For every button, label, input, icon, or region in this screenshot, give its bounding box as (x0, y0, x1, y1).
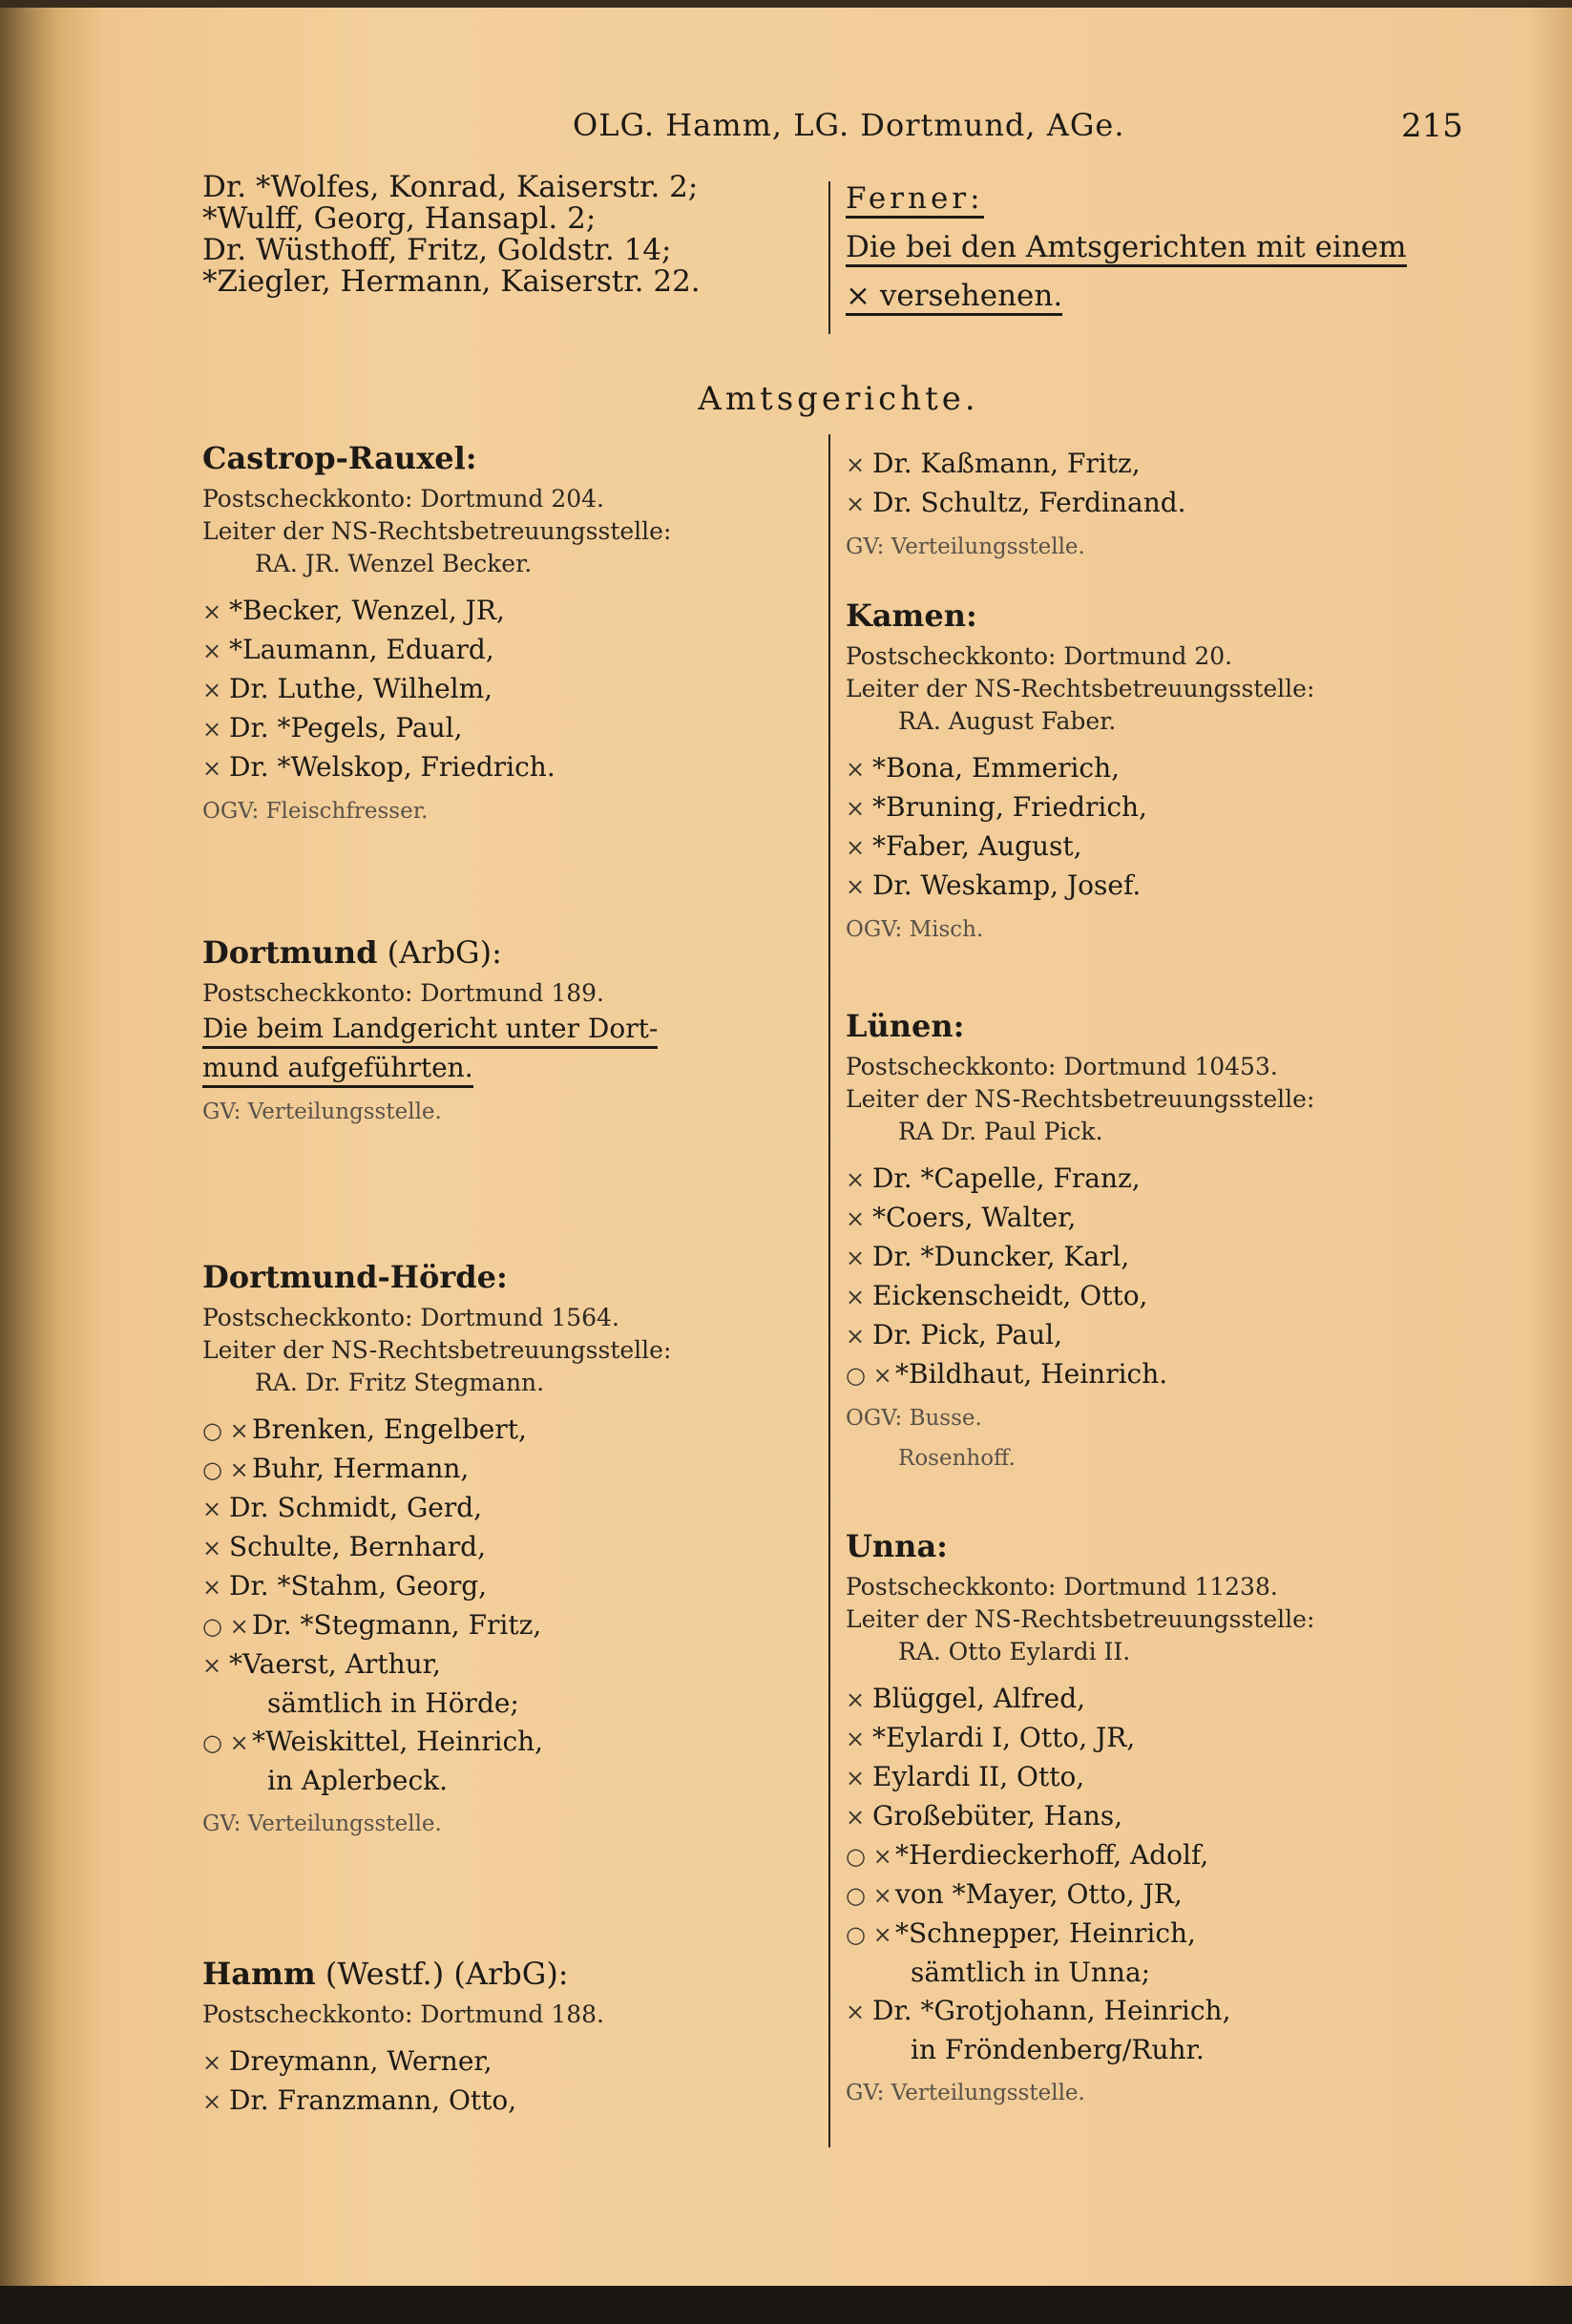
line-text: Eickenscheidt, Otto, (872, 1280, 1148, 1311)
info-line (202, 548, 671, 580)
attorney-entry (846, 749, 1314, 788)
line-text: Postscheckkonto: Dortmund 188. (202, 2000, 604, 2028)
attorney-entry (846, 1160, 1314, 1199)
status-marker: ○ × (202, 1729, 249, 1756)
line-text: Die beim Landgericht unter Dort- (202, 1012, 658, 1049)
attorney-entry (846, 1875, 1314, 1915)
attorney-entry (846, 1355, 1314, 1394)
line-text: Dr. *Grotjohann, Heinrich, (872, 1995, 1231, 2026)
line-text: Dr. *Duncker, Karl, (872, 1241, 1130, 1272)
attorney-entry (202, 1567, 671, 1606)
line-text: *Bruning, Friedrich, (872, 791, 1147, 823)
entry: Dr. *Wolfes, Konrad, Kaiserstr. 2; (202, 170, 699, 204)
spacer (846, 1668, 1314, 1680)
line-text: Postscheckkonto: Dortmund 10453. (846, 1053, 1278, 1080)
status-marker: × (846, 1726, 866, 1752)
status-marker: × (202, 2049, 222, 2076)
line-text: Dr. Kaßmann, Fritz, (872, 448, 1141, 479)
line-text: Brenken, Engelbert, (252, 1413, 527, 1445)
ferner-label: Ferner: (846, 181, 984, 219)
line-text: Leiter der NS-Rechtsbetreuungsstelle: (846, 1085, 1315, 1113)
attorney-entry (202, 1450, 671, 1489)
line-text: RA Dr. Paul Pick. (898, 1118, 1103, 1145)
status-marker: × (846, 1323, 866, 1350)
status-marker: × (846, 756, 866, 783)
line-text: RA. August Faber. (898, 707, 1117, 735)
attorney-entry (846, 827, 1314, 867)
court-heading (846, 1007, 1314, 1045)
line-text: Schulte, Bernhard, (229, 1531, 487, 1562)
line-text: *Schnepper, Heinrich, (895, 1917, 1196, 1949)
court-section (846, 1007, 1314, 1475)
info-line (846, 1571, 1314, 1603)
status-marker: × (202, 2088, 222, 2115)
status-marker: × (846, 1804, 866, 1831)
page-number: 215 (1401, 107, 1463, 145)
status-marker: ○ × (202, 1456, 249, 1483)
info-line (202, 1999, 604, 2031)
status-marker: × (202, 598, 222, 625)
court-name: Kamen: (846, 597, 977, 634)
status-marker: × (846, 1686, 866, 1713)
line-text: Postscheckkonto: Dortmund 11238. (846, 1573, 1278, 1601)
attorney-entry (202, 1411, 671, 1450)
ferner-box (846, 175, 1407, 321)
status-marker: × (846, 1284, 866, 1310)
status-marker: × (846, 451, 866, 478)
info-line (202, 1367, 671, 1399)
attorney-entry (202, 2082, 604, 2121)
spacer (202, 2031, 604, 2042)
info-line (846, 1051, 1314, 1083)
status-marker: × (202, 638, 222, 664)
info-line (846, 1603, 1314, 1636)
line-text: Postscheckkonto: Dortmund 1564. (202, 1304, 619, 1331)
line-text: *Herdieckerhoff, Adolf, (895, 1839, 1209, 1871)
attorney-entry (202, 2042, 604, 2082)
attorney-entry (846, 867, 1314, 906)
attorney-entry (846, 1954, 1314, 1992)
line-text: Leiter der NS-Rechtsbetreuungsstelle: (846, 675, 1315, 702)
ferner-line-2: × versehenen. (846, 279, 1062, 316)
line-text: Dr. *Capelle, Franz, (872, 1162, 1141, 1194)
status-marker: × (846, 1999, 866, 2025)
line-text: *Eylardi I, Otto, JR, (872, 1722, 1136, 1753)
info-line (846, 1116, 1314, 1148)
info-line (846, 1636, 1314, 1668)
attorney-entry (846, 1238, 1314, 1277)
status-marker: × (202, 1652, 222, 1679)
line-text: OGV: Misch. (846, 917, 984, 942)
attorney-entry (202, 1645, 671, 1685)
info-line (202, 1334, 671, 1367)
line-text: Rosenhoff. (898, 1446, 1016, 1471)
info-line (846, 1083, 1314, 1116)
attorney-entry (202, 709, 671, 748)
status-marker: × (846, 873, 866, 900)
line-text: RA. JR. Wenzel Becker. (255, 550, 533, 577)
spacer (846, 1148, 1314, 1160)
line-text: *Becker, Wenzel, JR, (229, 595, 505, 626)
line-text: GV: Verteilungsstelle. (202, 1811, 442, 1836)
attorney-entry (202, 748, 671, 787)
note-line (202, 1096, 658, 1128)
line-text: GV: Verteilungsstelle. (202, 1099, 442, 1124)
line-text: Dr. Schultz, Ferdinand. (872, 487, 1186, 518)
line-text: Dr. Pick, Paul, (872, 1319, 1062, 1350)
status-marker: × (846, 491, 866, 517)
line-text: *Weiskittel, Heinrich, (252, 1726, 544, 1757)
attorney-entry (846, 1797, 1314, 1836)
spacer (202, 1399, 671, 1411)
line-text: RA. Dr. Fritz Stegmann. (255, 1369, 545, 1396)
attorney-entry (202, 670, 671, 709)
top-left-entries (202, 172, 701, 298)
line-text: Dr. Weskamp, Josef. (872, 869, 1142, 901)
court-suffix: (ArbG): (377, 934, 502, 971)
court-section (202, 1955, 604, 2121)
attorney-entry (846, 1758, 1314, 1797)
status-marker: ○ × (846, 1882, 892, 1909)
line-text: sämtlich in Unna; (911, 1957, 1151, 1988)
attorney-entry (202, 592, 671, 631)
attorney-entry (846, 484, 1186, 523)
line-text: GV: Verteilungsstelle. (846, 534, 1085, 559)
line-text: Dr. *Welskop, Friedrich. (229, 751, 555, 783)
attorney-entry (202, 1010, 658, 1049)
court-name: Dortmund (202, 934, 378, 971)
line-text: *Faber, August, (872, 830, 1082, 862)
status-marker: ○ × (846, 1843, 892, 1870)
attorney-entry (846, 1915, 1314, 1954)
attorney-entry (846, 1836, 1314, 1875)
court-section (846, 445, 1186, 563)
info-line (846, 705, 1314, 738)
status-marker: ○ × (202, 1417, 249, 1444)
attorney-entry (202, 1685, 671, 1723)
entry: *Wulff, Georg, Hansapl. 2; (202, 201, 597, 236)
attorney-entry (202, 1606, 671, 1645)
status-marker: × (846, 1765, 866, 1791)
status-marker: × (202, 1496, 222, 1522)
info-line (202, 977, 658, 1010)
court-heading (202, 439, 671, 477)
entry: Dr. Wüsthoff, Fritz, Goldstr. 14; (202, 233, 672, 267)
note-line (202, 795, 671, 827)
info-line (846, 673, 1314, 705)
status-marker: × (202, 677, 222, 703)
status-marker: × (846, 834, 866, 861)
status-marker: × (846, 1166, 866, 1193)
line-text: mund aufgeführten. (202, 1051, 473, 1088)
attorney-entry (202, 631, 671, 670)
attorney-entry (846, 1316, 1314, 1355)
line-text: Dr. Schmidt, Gerd, (229, 1492, 483, 1523)
line-text: RA. Otto Eylardi II. (898, 1638, 1131, 1665)
court-name: Lünen: (846, 1008, 965, 1044)
line-text: Buhr, Hermann, (252, 1453, 470, 1484)
line-text: OGV: Fleischfresser. (202, 799, 429, 824)
attorney-entry (846, 1277, 1314, 1316)
court-heading (202, 1258, 671, 1296)
attorney-entry (202, 1723, 671, 1762)
note-line (202, 1808, 671, 1840)
info-line (202, 483, 671, 515)
line-text: Dreymann, Werner, (229, 2045, 493, 2077)
line-text: Leiter der NS-Rechtsbetreuungsstelle: (846, 1605, 1315, 1633)
line-text: *Bildhaut, Heinrich. (895, 1358, 1168, 1390)
court-name: Dortmund-Hörde: (202, 1259, 508, 1295)
attorney-entry (202, 1762, 671, 1800)
attorney-entry (846, 788, 1314, 827)
line-text: Dr. Luthe, Wilhelm, (229, 673, 493, 704)
status-marker: × (846, 1245, 866, 1271)
line-text: Postscheckkonto: Dortmund 20. (846, 642, 1233, 670)
line-text: *Laumann, Eduard, (229, 634, 494, 665)
note-line (846, 1442, 1314, 1475)
line-text: von *Mayer, Otto, JR, (895, 1878, 1183, 1910)
spacer (202, 580, 671, 592)
court-heading (846, 597, 1314, 635)
line-text: OGV: Busse. (846, 1406, 982, 1431)
attorney-entry (846, 2031, 1314, 2069)
note-line (846, 1402, 1314, 1434)
court-name: Unna: (846, 1528, 948, 1564)
line-text: *Vaerst, Arthur, (229, 1648, 441, 1680)
line-text: Dr. Franzmann, Otto, (229, 2084, 517, 2116)
page-bottom-edge (0, 2286, 1572, 2324)
note-line (846, 2077, 1314, 2109)
column-divider (828, 434, 830, 2147)
line-text: *Bona, Emmerich, (872, 752, 1121, 784)
attorney-entry (202, 1049, 658, 1088)
ferner-line-1: Die bei den Amtsgerichten mit einem (846, 230, 1407, 267)
status-marker: ○ × (202, 1613, 249, 1640)
info-line (202, 515, 671, 548)
note-line (846, 531, 1186, 563)
status-marker: ○ × (846, 1362, 892, 1389)
status-marker: ○ × (846, 1921, 892, 1948)
section-title: Amtsgerichte. (698, 380, 979, 418)
info-line (202, 1302, 671, 1334)
status-marker: × (202, 1574, 222, 1601)
line-text: Blüggel, Alfred, (872, 1683, 1086, 1714)
entry: *Ziegler, Hermann, Kaiserstr. 22. (202, 264, 701, 299)
line-text: sämtlich in Hörde; (267, 1687, 519, 1719)
line-text: Großebüter, Hans, (872, 1800, 1123, 1832)
line-text: Postscheckkonto: Dortmund 189. (202, 979, 604, 1007)
note-line (846, 913, 1314, 946)
line-text: GV: Verteilungsstelle. (846, 2081, 1085, 2105)
column-divider-top (828, 181, 830, 334)
status-marker: × (846, 1205, 866, 1232)
status-marker: × (202, 716, 222, 743)
line-text: *Coers, Walter, (872, 1202, 1077, 1233)
court-heading (202, 933, 658, 972)
attorney-entry (202, 1489, 671, 1528)
attorney-entry (846, 1992, 1314, 2031)
line-text: Dr. *Stegmann, Fritz, (252, 1609, 542, 1641)
court-section (202, 1258, 671, 1840)
attorney-entry (202, 1528, 671, 1567)
court-section (846, 597, 1314, 946)
court-section (202, 933, 658, 1128)
line-text: Postscheckkonto: Dortmund 204. (202, 485, 604, 513)
court-name: Castrop-Rauxel: (202, 440, 477, 476)
line-text: Dr. *Pegels, Paul, (229, 712, 463, 743)
status-marker: × (202, 755, 222, 782)
court-section (846, 1527, 1314, 2109)
running-header: OLG. Hamm, LG. Dortmund, AGe. (573, 107, 1125, 143)
line-text: Leiter der NS-Rechtsbetreuungsstelle: (202, 1336, 672, 1364)
court-heading (846, 1527, 1314, 1565)
line-text: Leiter der NS-Rechtsbetreuungsstelle: (202, 517, 672, 545)
spacer (846, 738, 1314, 749)
court-heading (202, 1955, 604, 1993)
attorney-entry (846, 1199, 1314, 1238)
attorney-entry (846, 445, 1186, 484)
status-marker: × (846, 795, 866, 822)
status-marker: × (202, 1535, 222, 1561)
court-section (202, 439, 671, 827)
court-name: Hamm (202, 1956, 316, 1992)
line-text: Dr. *Stahm, Georg, (229, 1570, 488, 1602)
line-text: Eylardi II, Otto, (872, 1761, 1085, 1792)
attorney-entry (846, 1680, 1314, 1719)
line-text: in Aplerbeck. (267, 1765, 448, 1796)
court-suffix: (Westf.) (ArbG): (315, 1956, 569, 1992)
page-top-edge (0, 0, 1572, 8)
attorney-entry (846, 1719, 1314, 1758)
info-line (846, 640, 1314, 673)
line-text: in Fröndenberg/Ruhr. (911, 2034, 1205, 2065)
